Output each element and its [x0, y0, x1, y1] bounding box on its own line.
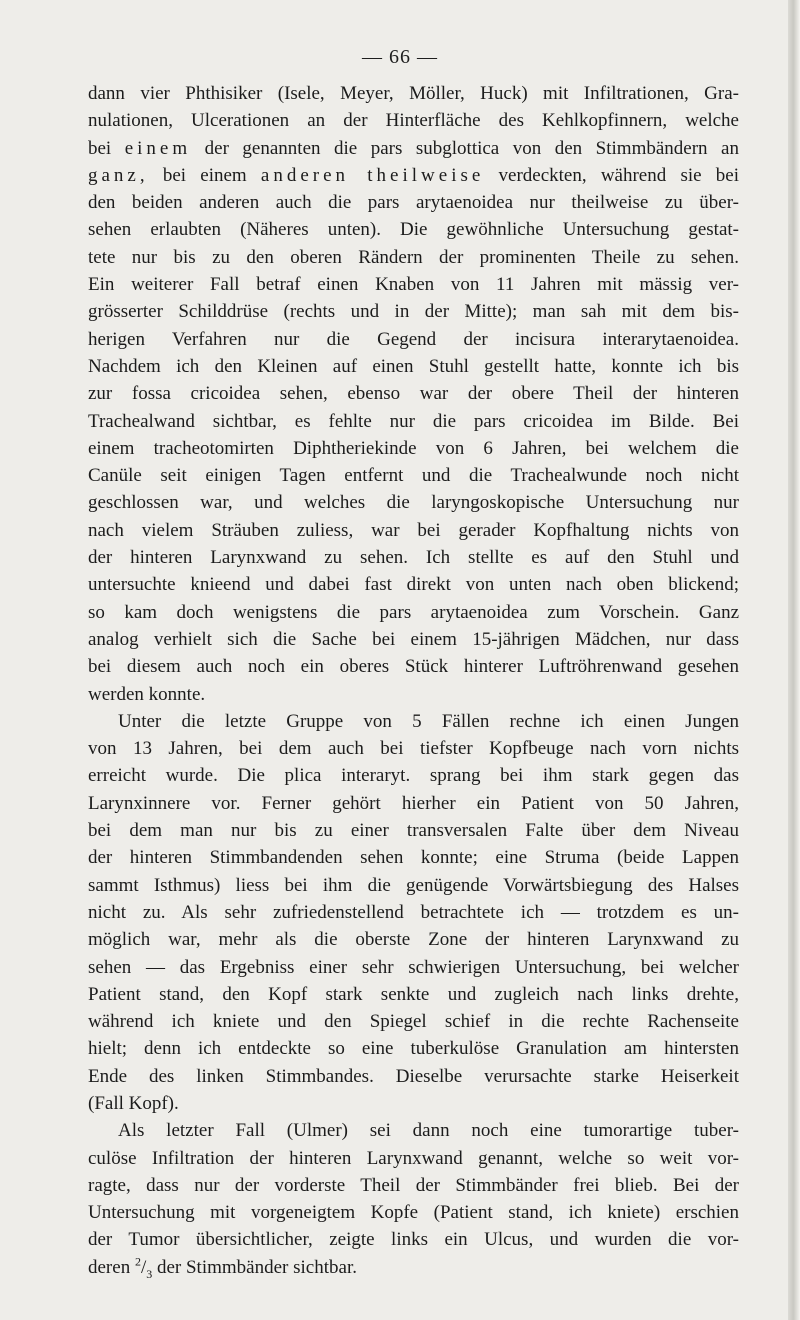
text-line — [88, 571, 739, 598]
text-segment: ragte, dass nur der vorderste Theil der Stimmbänder frei blieb. Bei der — [88, 1174, 739, 1196]
text-segment: geschlossen war, und welches die laryngoskopische Untersuchung nur — [88, 492, 739, 514]
text-segment: Ende des linken Stimmbandes. Dieselbe verursachte starke Heiserkeit — [88, 1065, 739, 1087]
text-line — [88, 735, 739, 762]
text-line — [88, 489, 739, 516]
text-line — [88, 271, 739, 298]
text-line — [88, 107, 739, 134]
text-segment: verdeckten, während sie bei — [484, 164, 739, 186]
text-line — [88, 981, 739, 1008]
text-segment: sammt Isthmus) liess bei ihm die genügende Vorwärtsbiegung des Halses — [88, 874, 739, 896]
text-line — [88, 899, 739, 926]
text-segment: Patient stand, den Kopf stark senkte und zugleich nach links drehte, — [88, 983, 739, 1005]
text-line — [88, 326, 739, 353]
text-line — [88, 135, 739, 162]
text-segment: tete nur bis zu den oberen Rändern der prominenten Theile zu sehen. — [88, 246, 739, 268]
text-line — [88, 708, 739, 735]
text-segment: nicht zu. Als sehr zufriedenstellend betrachtete ich — trotzdem es un- — [88, 901, 739, 923]
text-line — [88, 844, 739, 871]
text-line — [88, 1090, 739, 1117]
text-segment: bei — [88, 137, 125, 159]
text-segment: Canüle seit einigen Tagen entfernt und die Trachealwunde noch nicht — [88, 465, 739, 487]
text-line — [88, 1226, 739, 1253]
text-line — [88, 626, 739, 653]
text-segment: bei einem — [148, 164, 261, 186]
text-line — [88, 162, 739, 189]
text-line — [88, 1145, 739, 1172]
text-line — [88, 353, 739, 380]
text-segment: 2 — [134, 1254, 141, 1269]
text-line — [88, 954, 739, 981]
text-line — [88, 790, 739, 817]
text-segment: zur fossa cricoidea sehen, ebenso war der obere Theil der hinteren — [88, 383, 739, 405]
text-line — [88, 681, 739, 708]
text-segment: hielt; denn ich entdeckte so eine tuberkulöse Granulation am hintersten — [88, 1038, 739, 1060]
text-segment: bei diesem auch noch ein oberes Stück hinterer Luftröhrenwand gesehen — [88, 656, 739, 678]
text-segment: erreicht wurde. Die plica interaryt. sprang bei ihm stark gegen das — [88, 765, 739, 787]
text-line — [88, 1063, 739, 1090]
text-segment: dann vier Phthisiker (Isele, Meyer, Möller, Huck) mit Infiltrationen, Gra- — [88, 83, 739, 104]
text-line — [88, 1199, 739, 1226]
text-segment: der Stimmbänder sichtbar. — [152, 1256, 357, 1278]
text-line — [88, 1254, 739, 1281]
text-segment: möglich war, mehr als die oberste Zone der hinteren Larynxwand zu — [88, 929, 739, 951]
text-line — [88, 1008, 739, 1035]
text-line — [88, 380, 739, 407]
text-line — [88, 653, 739, 680]
text-segment: bei dem man nur bis zu einer transversalen Falte über dem Niveau — [88, 820, 739, 842]
body-text — [88, 80, 739, 1281]
text-line — [88, 80, 739, 107]
page-number: — 66 — — [362, 46, 438, 68]
text-segment: der hinteren Larynxwand zu sehen. Ich stellte es auf den Stuhl und — [88, 547, 739, 569]
text-segment: (Fall Kopf). — [88, 1092, 179, 1114]
text-segment: nulationen, Ulcerationen an der Hinterfläche des Kehlkopfinnern, welche — [88, 110, 739, 132]
text-segment: während ich kniete und den Spiegel schief in die rechte Rachenseite — [88, 1011, 739, 1033]
text-segment: herigen Verfahren nur die Gegend der incisura interarytaenoidea. — [88, 328, 739, 350]
text-segment: Als letzter Fall (Ulmer) sei dann noch eine tumorartige tuber- — [118, 1120, 739, 1142]
text-segment: culöse Infiltration der hinteren Larynxwand genannt, welche so weit vor- — [88, 1147, 739, 1169]
text-line — [88, 599, 739, 626]
text-line — [88, 872, 739, 899]
text-segment: analog verhielt sich die Sache bei einem 15-jährigen Mädchen, nur dass — [88, 628, 739, 650]
text-line — [88, 189, 739, 216]
spaced-emphasis: anderen theilweise — [260, 164, 485, 186]
text-line — [88, 216, 739, 243]
text-segment: Untersuchung mit vorgeneigtem Kopfe (Patient stand, ich kniete) erschien — [88, 1202, 739, 1224]
spaced-emphasis: ganz, — [88, 164, 149, 186]
page-edge-shadow — [788, 0, 800, 1320]
text-segment: einem tracheotomirten Diphtheriekinde von 6 Jahren, bei welchem die — [88, 437, 739, 459]
text-line — [88, 298, 739, 325]
text-line — [88, 1035, 739, 1062]
text-segment: der Tumor übersichtlicher, zeigte links ein Ulcus, und wurden die vor- — [88, 1229, 739, 1251]
text-segment: von 13 Jahren, bei dem auch bei tiefster Kopfbeuge nach vorn nichts — [88, 738, 739, 760]
text-segment: Unter die letzte Gruppe von 5 Fällen rechne ich einen Jungen — [118, 710, 739, 732]
text-line — [88, 244, 739, 271]
text-segment: grösserter Schilddrüse (rechts und in der Mitte); man sah mit dem bis- — [88, 301, 739, 323]
text-line — [88, 517, 739, 544]
text-segment: so kam doch wenigstens die pars arytaenoidea zum Vorschein. Ganz — [88, 601, 739, 623]
text-segment: der hinteren Stimmbandenden sehen konnte; eine Struma (beide Lappen — [88, 847, 739, 869]
text-segment: der genannten die pars subglottica von den Stimmbändern an — [191, 137, 739, 159]
spaced-emphasis: einem — [124, 137, 192, 159]
text-line — [88, 544, 739, 571]
text-segment: / — [140, 1256, 147, 1278]
text-line — [88, 926, 739, 953]
text-segment: nach vielem Sträuben zuliess, war bei gerader Kopfhaltung nichts von — [88, 519, 739, 541]
text-line — [88, 1172, 739, 1199]
text-segment: Trachealwand sichtbar, es fehlte nur die pars cricoidea im Bilde. Bei — [88, 410, 739, 432]
text-segment: sehen — das Ergebniss einer sehr schwierigen Untersuchung, bei welcher — [88, 956, 739, 978]
text-segment: Larynxinnere vor. Ferner gehört hierher ein Patient von 50 Jahren, — [88, 792, 739, 814]
text-line — [88, 817, 739, 844]
text-line — [88, 462, 739, 489]
text-line — [88, 435, 739, 462]
text-segment: werden konnte. — [88, 683, 206, 705]
text-segment: sehen erlaubten (Näheres unten). Die gewöhnliche Untersuchung gestat- — [88, 219, 739, 241]
text-segment: deren — [88, 1256, 135, 1278]
text-segment: Nachdem ich den Kleinen auf einen Stuhl gestellt hatte, konnte ich bis — [88, 355, 739, 377]
text-line — [88, 762, 739, 789]
text-segment: den beiden anderen auch die pars arytaenoidea nur theilweise zu über- — [88, 192, 739, 214]
text-line — [88, 1117, 739, 1144]
text-segment: 3 — [146, 1266, 153, 1281]
text-segment: untersuchte knieend und dabei fast direkt von unten nach oben blickend; — [88, 574, 739, 596]
text-line — [88, 408, 739, 435]
text-segment: Ein weiterer Fall betraf einen Knaben von 11 Jahren mit mässig ver- — [88, 274, 739, 296]
